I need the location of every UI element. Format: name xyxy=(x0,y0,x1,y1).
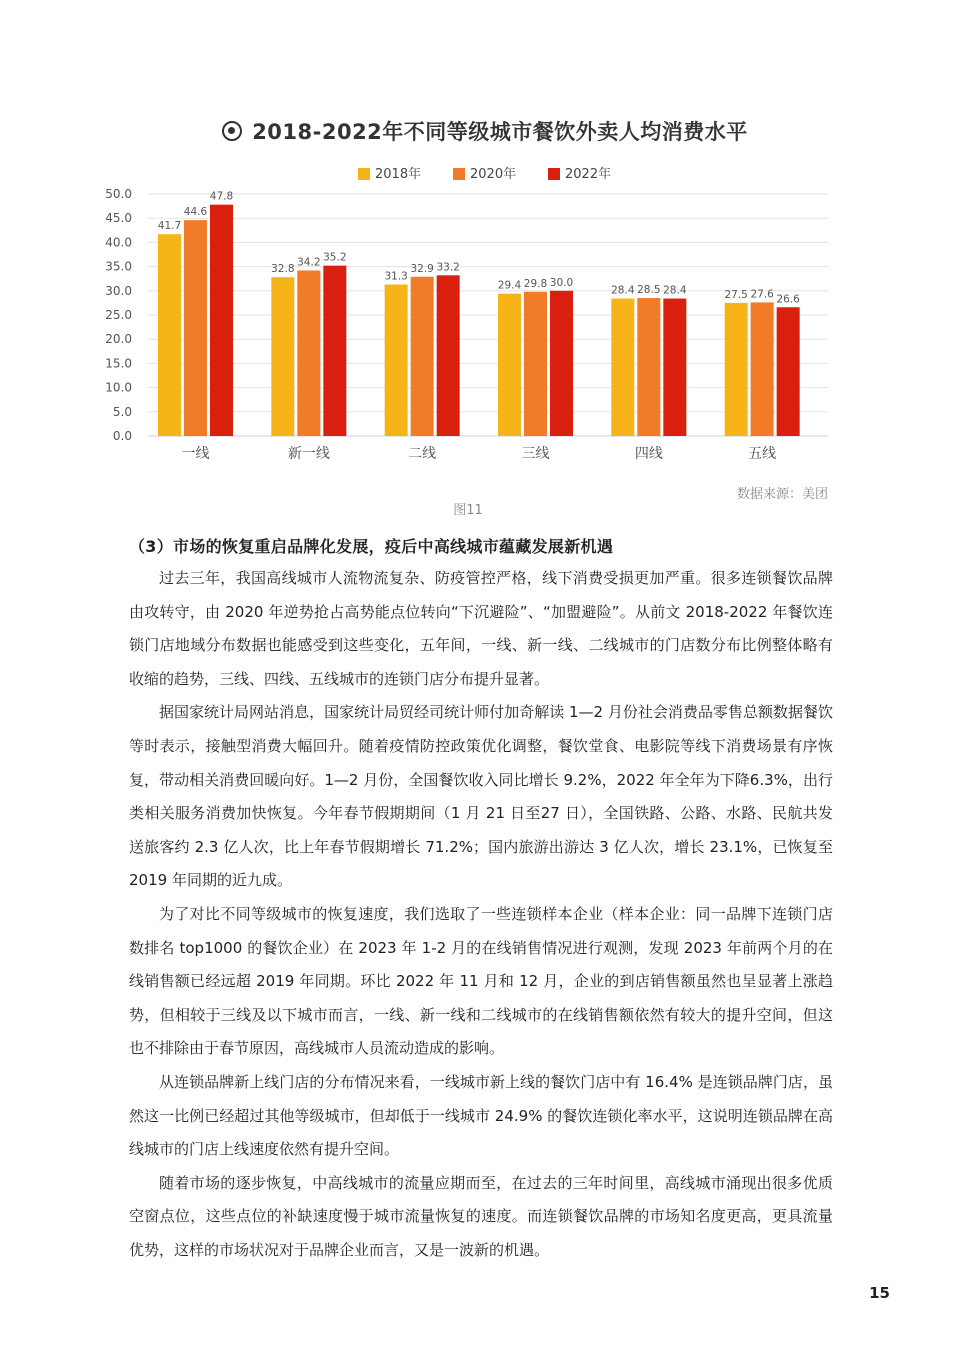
paragraph: 从连锁品牌新上线门店的分布情况来看，一线城市新上线的餐饮门店中有 16.4% 是连锁品牌门店，虽然这一比例已经超过其他等级城市，但却低于一线城市 24.9% 的餐饮连锁化率水平，这说明连锁品牌在高线城市的门店上线速度依然有提升空间。 xyxy=(129,1072,833,1159)
data-label: 28.5 xyxy=(637,284,661,297)
data-label: 31.3 xyxy=(384,270,408,283)
data-label: 27.5 xyxy=(724,288,748,301)
bar xyxy=(385,285,408,436)
bar xyxy=(498,294,521,436)
paragraph: 据国家统计局网站消息，国家统计局贸经司统计师付加奇解读 1—2 月份社会消费品零售总额数据餐饮等时表示，接触型消费大幅回升。随着疫情防控政策优化调整，餐饮堂食、电影院等线下消费场景有序恢复，带动相关消费回暖向好。1—2 月份，全国餐饮收入同比增长 9.2%，2022 年全年为下降6.3%，出行类相关服务消费加快恢复。今年春节假期期间（1 月 21 日至27 日），全国铁路、公路、水路、民航共发送旅客约 2.3 亿人次，比上年春节假期增长 71.2%；国内旅游出游达 3 亿人次，增长 23.1%，已恢复至 2019 年同期的近九成。 xyxy=(129,703,833,890)
y-tick-label: 30.0 xyxy=(105,283,132,298)
target-icon xyxy=(222,121,242,141)
y-tick-label: 25.0 xyxy=(105,308,132,322)
data-label: 34.2 xyxy=(297,256,321,269)
y-tick-label: 0.0 xyxy=(112,429,132,443)
bar xyxy=(637,298,660,436)
chart-title: 2018-2022年不同等级城市餐饮外卖人均消费水平 xyxy=(252,120,748,144)
data-label: 32.8 xyxy=(271,263,295,276)
legend-label: 2022年 xyxy=(565,167,612,182)
legend-swatch xyxy=(453,168,465,180)
data-label: 44.6 xyxy=(183,206,208,219)
y-tick-label: 15.0 xyxy=(105,356,132,371)
paragraph: 过去三年，我国高线城市人流物流复杂、防疫管控严格，线下消费受损更加严重。很多连锁餐饮品牌由攻转守，由 2020 年逆势抢占高势能点位转向“下沉避险”、“加盟避险”。从前文 2018-2022 年餐饮连锁门店地域分布数据也能感受到这些变化，五年间，一线、新一线、二线城市的门店数分布比例整体略有收缩的趋势，三线、四线、五线城市的连锁门店分布提升显著。 xyxy=(129,569,833,688)
data-label: 28.4 xyxy=(611,284,635,297)
legend-swatch xyxy=(548,168,560,180)
bar xyxy=(297,270,320,436)
bar xyxy=(323,266,346,436)
page-number: 15 xyxy=(869,1284,890,1302)
bar xyxy=(184,220,207,436)
x-tick-label: 新一线 xyxy=(287,446,330,462)
chart-header xyxy=(0,116,970,146)
body-text xyxy=(129,562,833,1267)
bar xyxy=(158,234,181,436)
data-label: 47.8 xyxy=(209,190,234,203)
x-tick-label: 五线 xyxy=(748,446,777,462)
bar xyxy=(663,299,686,436)
x-tick-label: 四线 xyxy=(634,446,663,462)
data-label: 32.9 xyxy=(410,262,434,275)
data-source-note: 数据来源：美团 xyxy=(736,487,828,502)
bar xyxy=(550,291,573,436)
paragraph: 为了对比不同等级城市的恢复速度，我们选取了一些连锁样本企业（样本企业：同一品牌下连锁门店数排名 top1000 的餐饮企业）在 2023 年 1-2 月的在线销售情况进行观测，发现 2023 年前两个月的在线销售额已经远超 2019 年同期。环比 2022 年 11 月和 12 月，企业的到店销售额虽然也呈显著上涨趋势，但相较于三线及以下城市而言，一线、新一线和二线城市的在线销售额依然有较大的提升空间，但这也不排除由于春节原因，高线城市人员流动造成的影响。 xyxy=(129,904,833,1058)
data-label: 27.6 xyxy=(750,288,774,301)
data-label: 41.7 xyxy=(157,220,182,233)
bar xyxy=(524,292,547,436)
data-label: 29.4 xyxy=(497,279,522,292)
y-tick-label: 45.0 xyxy=(105,211,132,226)
bar xyxy=(777,307,800,436)
data-label: 35.2 xyxy=(323,251,347,264)
y-tick-label: 5.0 xyxy=(112,404,132,419)
legend-label: 2018年 xyxy=(375,167,422,182)
y-tick-label: 35.0 xyxy=(105,259,132,274)
y-tick-label: 50.0 xyxy=(105,187,132,201)
bar xyxy=(411,277,434,436)
bar-chart xyxy=(100,158,840,468)
legend-swatch xyxy=(358,168,370,180)
data-label: 26.6 xyxy=(776,293,800,306)
data-label: 30.0 xyxy=(549,276,574,289)
y-tick-label: 20.0 xyxy=(105,332,132,347)
legend-label: 2020年 xyxy=(470,167,517,182)
bar xyxy=(725,303,748,436)
x-tick-label: 三线 xyxy=(521,446,550,462)
x-tick-label: 一线 xyxy=(181,446,210,462)
figure-caption: 图11 xyxy=(453,503,483,518)
bar xyxy=(210,205,233,436)
bar xyxy=(751,302,774,436)
data-label: 29.8 xyxy=(523,277,548,290)
section-heading: （3）市场的恢复重启品牌化发展，疫后中高线城市蕴藏发展新机遇 xyxy=(129,537,614,556)
bar xyxy=(611,299,634,436)
x-tick-label: 二线 xyxy=(408,446,437,462)
paragraph: 随着市场的逐步恢复，中高线城市的流量应期而至，在过去的三年时间里，高线城市涌现出很多优质空窗点位，这些点位的补缺速度慢于城市流量恢复的速度。而连锁餐饮品牌的市场知名度更高，更具流量优势，这样的市场状况对于品牌企业而言，又是一波新的机遇。 xyxy=(129,1173,833,1259)
y-tick-label: 40.0 xyxy=(105,235,132,250)
data-label: 33.2 xyxy=(436,261,460,274)
bar xyxy=(437,275,460,436)
y-tick-label: 10.0 xyxy=(105,380,132,395)
data-label: 28.4 xyxy=(663,284,687,297)
bar xyxy=(271,277,294,436)
